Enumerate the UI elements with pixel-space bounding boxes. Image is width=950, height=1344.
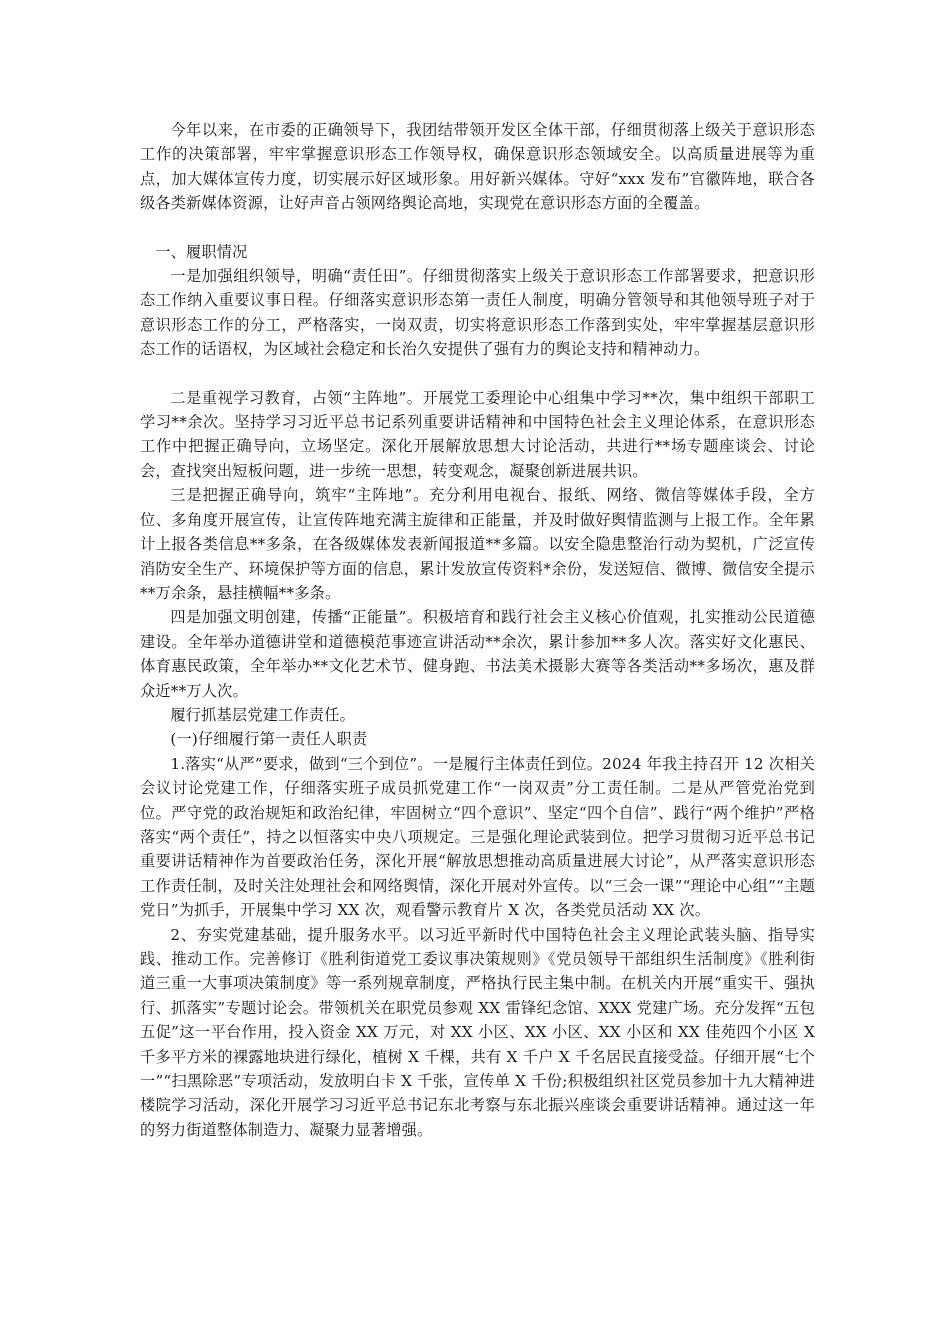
spacer [140,362,815,386]
section-heading-performance: 一、履职情况 [155,242,248,261]
paragraph-civilization-building: 四是加强文明创建，传播“正能量”。积极培育和践行社会主义核心价值观，扎实推动公民道德建设。全年举办道德讲堂和道德模范事迹宣讲活动**余次，累计参加**多人次。落实好文化惠民、体育惠民政策，全年举办**文化艺术节、健身跑、书法美术摄影大赛等各类活动**多场次，惠及群众近**万人次。 [140,608,815,700]
intro-paragraph: 今年以来，在市委的正确领导下，我团结带领开发区全体干部，仔细贯彻落上级关于意识形态工作的决策部署，牢牢掌握意识形态工作领导权，确保意识形态领域安全。以高质量进展等为重点，加大媒体宣传力度，切实展示好区域形象。用好新兴媒体。守好“xxx 发布”官徽阵地，联合各级各类新媒体资源，让好声音占领网络舆论高地，实现党在意识形态方面的全覆盖。 [140,121,815,213]
paragraph-strict-requirements: 1.落实“从严”要求，做到“三个到位”。一是履行主体责任到位。2024 年我主持召开 12 次相关会议讨论党建工作，仔细落实班子成员抓党建工作“一岗双责”分工责任制。二是从严管党治党到位。严守党的政治规矩和政治纪律，牢固树立“四个意识”、坚定“四个自信”、践行“两个维护”严格落实“两个责任”，持之以恒落实中央八项规定。三是强化理论武装到位。把学习贯彻习近平总书记重要讲话精神作为首要政治任务，深化开展“解放思想推动高质量进展大讨论”，从严落实意识形态工作责任制，及时关注处理社会和网络舆情，深化开展对外宣传。以“三会一课”“理论中心组”“主题党日”为抓手，开展集中学习 XX 次，观看警示教育片 X 次，各类党员活动 XX 次。 [140,754,815,920]
spacer [140,216,815,240]
subsection-heading-first-responsibility: (一)仔细履行第一责任人职责 [170,730,368,749]
paragraph-organization-leadership: 一是加强组织领导，明确“责任田”。仔细贯彻落实上级关于意识形态工作部署要求，把意识形态工作纳入重要议事日程。仔细落实意识形态第一责任人制度，明确分管领导和其他领导班子对于意识形态工作的分工，严格落实，一岗双责，切实将意识形态工作落到实处，牢牢掌握基层意识形态工作的话语权，为区域社会稳定和长治久安提供了强有力的舆论支持和精神动力。 [140,267,815,359]
paragraph-correct-guidance: 三是把握正确导向，筑牢“主阵地”。充分利用电视台、报纸、网络、微信等媒体手段，全方位、多角度开展宣传，让宣传阵地充满主旋律和正能量，并及时做好舆情监测与上报工作。全年累计上报各类信息**多条，在各级媒体发表新闻报道**多篇。以安全隐患整治行动为契机，广泛宣传消防安全生产、环境保护等方面的信息，累计发放宣传资料*余份，发送短信、微博、微信安全提示**万余条，悬挂横幅**多条。 [140,486,815,602]
paragraph-party-foundation: 2、夯实党建基础，提升服务水平。以习近平新时代中国特色社会主义理论武装头脑、指导实践、推动工作。完善修订《胜利街道党工委议事决策规则》《党员领导干部组织生活制度》《胜利街道三重一大事项决策制度》等一系列规章制度，严格执行民主集中制。在机关内开展“重实干、强执行、抓落实”专题讨论会。带领机关在职党员参观 XX 雷锋纪念馆、XXX 党建广场。充分发挥“五包五促”这一平台作用，投入资金 XX 万元，对 XX 小区、XX 小区、XX 小区和 XX 佳苑四个小区 X 千多平方米的裸露地块进行绿化，植树 X 千棵，共有 X 千户 X 千名居民直接受益。仔细开展“七个一”“扫黑除恶”专项活动，发放明白卡 X 千张，宣传单 X 千份;积极组织社区党员参加十九大精神进楼院学习活动，深化开展学习习近平总书记东北考察与东北振兴座谈会重要讲话精神。通过这一年的努力街道整体制造力、凝聚力显著增强。 [140,925,815,1139]
paragraph-study-education: 二是重视学习教育，占领“主阵地”。开展党工委理论中心组集中学习**次，集中组织干部职工学习**余次。坚持学习习近平总书记系列重要讲话精神和中国特色社会主义理论体系，在意识形态工作中把握正确导向，立场坚定。深化开展解放思想大讨论活动，共进行**场专题座谈会、讨论会，查找突出短板问题，进一步统一思想，转变观念，凝聚创新进展共识。 [140,388,815,480]
paragraph-party-building-responsibility: 履行抓基层党建工作责任。 [170,705,356,724]
document-body [140,118,815,1142]
